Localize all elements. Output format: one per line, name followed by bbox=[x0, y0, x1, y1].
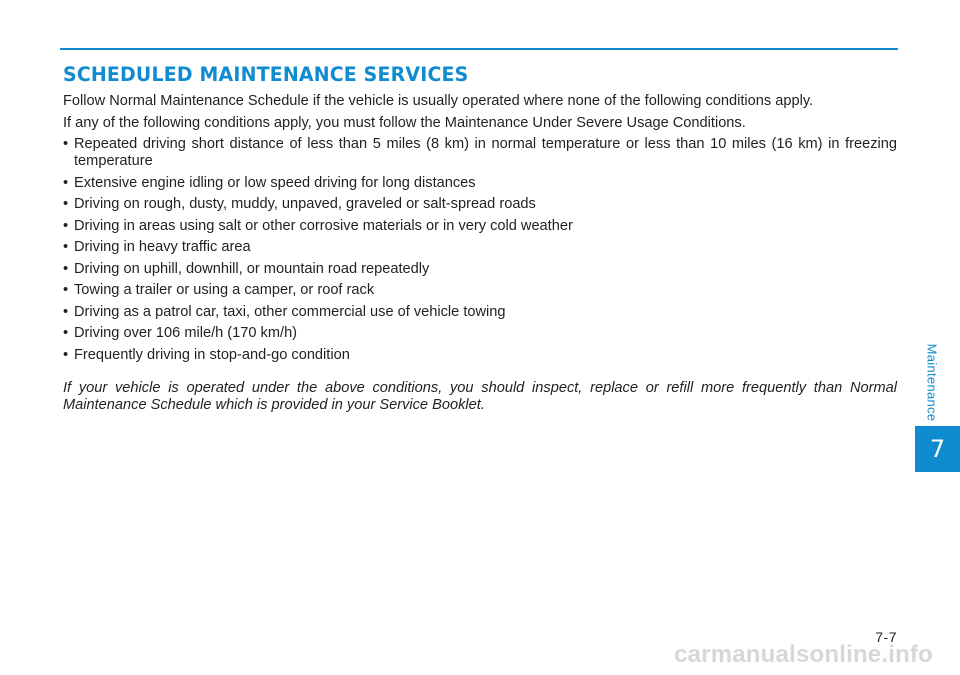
list-item bbox=[63, 261, 897, 278]
bullet-icon: • bbox=[63, 346, 69, 363]
bullet-icon: • bbox=[63, 239, 69, 255]
section-side-label bbox=[918, 338, 946, 426]
list-item bbox=[63, 136, 897, 170]
list-item bbox=[63, 218, 897, 235]
list-item bbox=[63, 282, 897, 299]
list-item-text: Driving over 106 mile/h (170 km/h) bbox=[74, 325, 298, 341]
header-rule bbox=[60, 48, 898, 50]
bullet-icon: • bbox=[63, 325, 69, 341]
list-item-text: Driving as a patrol car, taxi, other commercial use of vehicle towing bbox=[74, 303, 506, 320]
bullet-icon: • bbox=[63, 217, 69, 234]
list-item-text: Driving on rough, dusty, muddy, unpaved, graveled or salt-spread roads bbox=[74, 196, 536, 212]
bullet-icon: • bbox=[63, 196, 69, 212]
page-number: 7-7 bbox=[875, 629, 897, 645]
list-item-text: Frequently driving in stop-and-go condition bbox=[74, 346, 350, 363]
list-item-text: Driving on uphill, downhill, or mountain road repeatedly bbox=[74, 260, 430, 277]
intro-paragraph-1: Follow Normal Maintenance Schedule if the vehicle is usually operated where none of the following conditions apply. bbox=[63, 93, 814, 109]
list-item-text: Repeated driving short distance of less than 5 miles (8 km) in normal temperature or less than 10 miles (16 km) in freezing temperature bbox=[74, 136, 897, 169]
intro-paragraph-2: If any of the following conditions apply, you must follow the Maintenance Under Severe Usage Conditions. bbox=[63, 114, 746, 131]
bullet-icon: • bbox=[63, 303, 69, 320]
list-item-text: Driving in heavy traffic area bbox=[74, 239, 251, 255]
list-item-text: Driving in areas using salt or other corrosive materials or in very cold weather bbox=[74, 217, 573, 234]
list-item bbox=[63, 325, 897, 342]
list-item bbox=[63, 347, 897, 364]
watermark: carmanualsonline.info bbox=[674, 641, 933, 668]
service-note: If your vehicle is operated under the above conditions, you should inspect, replace or refill more frequently than Normal Maintenance Schedule which is provided in your Service Booklet. bbox=[63, 379, 897, 413]
list-item bbox=[63, 175, 897, 192]
bullet-icon: • bbox=[63, 136, 69, 152]
list-item bbox=[63, 239, 897, 256]
section-side-label-text: Maintenance bbox=[924, 343, 940, 421]
content-body bbox=[63, 93, 897, 414]
chapter-tab: 7 bbox=[915, 426, 960, 472]
list-item-text: Towing a trailer or using a camper, or roof rack bbox=[74, 282, 375, 298]
severe-conditions-list bbox=[63, 136, 897, 364]
bullet-icon: • bbox=[63, 260, 69, 277]
list-item bbox=[63, 304, 897, 321]
list-item-text: Extensive engine idling or low speed driving for long distances bbox=[74, 174, 476, 191]
list-item bbox=[63, 196, 897, 213]
section-title: SCHEDULED MAINTENANCE SERVICES bbox=[63, 63, 469, 86]
bullet-icon: • bbox=[63, 282, 69, 298]
bullet-icon: • bbox=[63, 174, 69, 191]
